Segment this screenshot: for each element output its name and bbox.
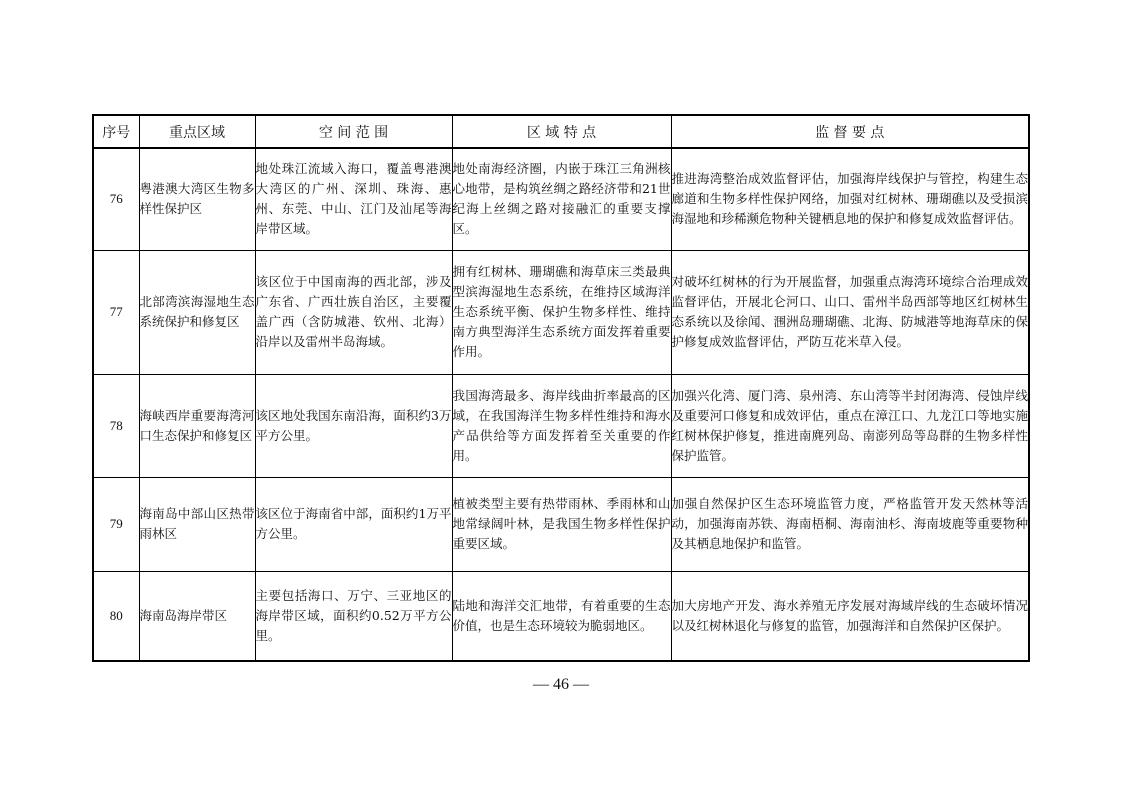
table-row	[93, 477, 1029, 571]
row-features: 陆地和海洋交汇地带，有着重要的生态价值，也是生态环境较为脆弱地区。	[452, 571, 671, 661]
row-scope: 地处珠江流域入海口，覆盖粤港澳大湾区的广州、深圳、珠海、惠州、东莞、中山、江门及汕尾等海岸带区域。	[255, 148, 452, 250]
row-number: 77	[93, 250, 139, 374]
header-features: 区 域 特 点	[452, 115, 671, 148]
row-scope: 该区地处我国东南沿海，面积约3万平方公里。	[255, 374, 452, 477]
row-scope: 该区位于中国南海的西北部，涉及广东省、广西壮族自治区，主要覆盖广西（含防城港、钦州、北海）沿岸以及雷州半岛海域。	[255, 250, 452, 374]
row-number: 79	[93, 477, 139, 571]
header-scope: 空 间 范 围	[255, 115, 452, 148]
row-region: 北部湾滨海湿地生态系统保护和修复区	[139, 250, 255, 374]
page-number: — 46 —	[533, 676, 589, 693]
header-region: 重点区域	[139, 115, 255, 148]
row-features: 拥有红树林、珊瑚礁和海草床三类最典型滨海湿地生态系统，在维持区域海洋生态系统平衡、保护生物多样性、维持南方典型海洋生态系统方面发挥着重要作用。	[452, 250, 671, 374]
row-region: 海南岛中部山区热带雨林区	[139, 477, 255, 571]
table-row	[93, 250, 1029, 374]
row-features: 我国海湾最多、海岸线曲折率最高的区域，在我国海洋生物多样性维持和海水产品供给等方面发挥着至关重要的作用。	[452, 374, 671, 477]
row-region: 海峡西岸重要海湾河口生态保护和修复区	[139, 374, 255, 477]
region-table	[92, 114, 1030, 662]
table-row	[93, 571, 1029, 661]
row-features: 地处南海经济圈，内嵌于珠江三角洲核心地带，是构筑丝绸之路经济带和21世纪海上丝绸之路对接融汇的重要支撑区。	[452, 148, 671, 250]
header-number: 序号	[93, 115, 139, 148]
row-scope: 主要包括海口、万宁、三亚地区的海岸带区域，面积约0.52万平方公里。	[255, 571, 452, 661]
table-header-row	[93, 115, 1029, 148]
row-number: 76	[93, 148, 139, 250]
row-region: 粤港澳大湾区生物多样性保护区	[139, 148, 255, 250]
row-scope: 该区位于海南省中部，面积约1万平方公里。	[255, 477, 452, 571]
row-points: 对破坏红树林的行为开展监督，加强重点海湾环境综合治理成效监督评估，开展北仑河口、山口、雷州半岛西部等地区红树林生态系统以及徐闻、涠洲岛珊瑚礁、北海、防城港等地海草床的保护修复成效监督评估，严防互花米草入侵。	[671, 250, 1029, 374]
row-points: 加大房地产开发、海水养殖无序发展对海域岸线的生态破坏情况以及红树林退化与修复的监管，加强海洋和自然保护区保护。	[671, 571, 1029, 661]
table-row	[93, 374, 1029, 477]
table-row	[93, 148, 1029, 250]
row-features: 植被类型主要有热带雨林、季雨林和山地常绿阔叶林，是我国生物多样性保护重要区域。	[452, 477, 671, 571]
row-points: 推进海湾整治成效监督评估，加强海岸线保护与管控，构建生态廊道和生物多样性保护网络，加强对红树林、珊瑚礁以及受损滨海湿地和珍稀濒危物种关键栖息地的保护和修复成效监督评估。	[671, 148, 1029, 250]
header-points: 监 督 要 点	[671, 115, 1029, 148]
row-number: 80	[93, 571, 139, 661]
row-number: 78	[93, 374, 139, 477]
row-points: 加强兴化湾、厦门湾、泉州湾、东山湾等半封闭海湾、侵蚀岸线及重要河口修复和成效评估，重点在漳江口、九龙江口等地实施红树林保护修复，推进南麂列岛、南澎列岛等岛群的生物多样性保护监管。	[671, 374, 1029, 477]
row-points: 加强自然保护区生态环境监管力度，严格监管开发天然林等活动，加强海南苏铁、海南梧桐、海南油杉、海南坡鹿等重要物种及其栖息地保护和监管。	[671, 477, 1029, 571]
row-region: 海南岛海岸带区	[139, 571, 255, 661]
